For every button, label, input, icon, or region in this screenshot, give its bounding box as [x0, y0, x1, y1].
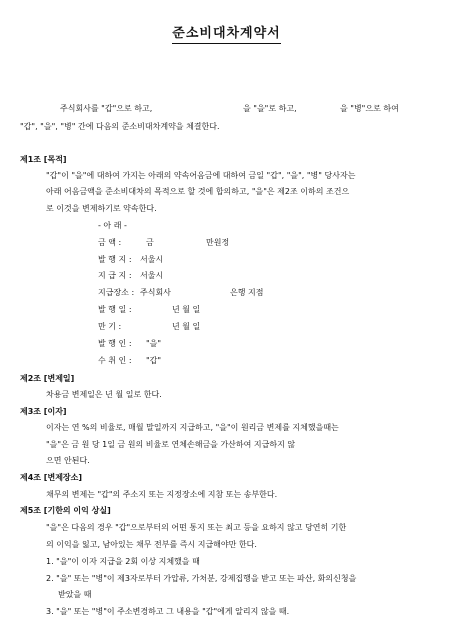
item-label: 발 행 일 :: [98, 305, 132, 314]
item-label: 지급장소 :: [98, 288, 135, 297]
item-label: 금 액 :: [98, 238, 122, 247]
article5-heading: 제5조 [기한의 이익 상실]: [20, 506, 111, 515]
item-value: "을": [146, 339, 162, 348]
article3-line: "을"은 금 원 당 1일 금 원의 비율로 연체손해금을 가산하여 지급하지 않: [46, 440, 296, 449]
item-value: "갑": [146, 356, 162, 365]
document-title: [0, 22, 453, 41]
article5-list-item: 받았을 때: [58, 590, 92, 599]
article2-heading: 제2조 [변제일]: [20, 374, 75, 383]
article2-line: 차용금 변제일은 년 월 일로 한다.: [46, 390, 162, 399]
article5-line: "을"은 다음의 경우 "갑"으로부터의 어떤 통지 또는 최고 등을 요하지 않고 당연히 기한: [46, 523, 347, 532]
article4-line: 채무의 변제는 "갑"의 주소지 또는 지정장소에 지참 또는 송부한다.: [46, 490, 278, 499]
item-label: 지 급 지 :: [98, 271, 132, 280]
item-label: 수 취 인 :: [98, 356, 132, 365]
article5-list-item: 3. "을" 또는 "병"이 주소변경하고 그 내용을 "갑"에게 알리지 않을 때.: [46, 607, 290, 616]
intro-party-c: 을 "병"으로 하여: [340, 104, 399, 113]
article5-line: 의 이익을 잃고, 남아있는 채무 전부를 즉시 지급해야만 한다.: [46, 540, 257, 549]
intro-conclusion: "갑", "을", "병" 간에 다음의 준소비대차계약을 체결한다.: [20, 122, 220, 131]
item-label: 발 행 인 :: [98, 339, 132, 348]
article1-heading: 제1조 [목적]: [20, 155, 67, 164]
item-value: 서울시: [140, 271, 164, 280]
item-label: 발 행 지 :: [98, 255, 132, 264]
item-extra: 은행 지점: [230, 288, 264, 297]
article5-list-item: 1. "을"이 이자 지급을 2회 이상 지체했을 때: [46, 557, 200, 566]
article3-heading: 제3조 [이자]: [20, 407, 67, 416]
item-extra: 년 월 일: [172, 305, 201, 314]
article1-line: 아래 어음금액을 준소비대차의 목적으로 할 것에 합의하고, "을"은 제2조 이하의 조건으: [46, 187, 350, 196]
intro-party-b: 을 "을"로 하고,: [243, 104, 297, 113]
item-value: 주식회사: [140, 288, 171, 297]
article3-line: 이자는 연 %의 비율로, 매월 말일까지 지급하고, "을"이 원리금 변제를 지체했을때는: [46, 423, 339, 432]
article1-line: 로 이것을 변제하기로 약속한다.: [46, 204, 157, 213]
item-label: 만 기 :: [98, 322, 122, 331]
article1-line: "갑"이 "을"에 대하여 가지는 아래의 약속어음금에 대하여 금일 "갑", "을", "병" 당사자는: [46, 171, 356, 180]
item-value: 서울시: [140, 255, 164, 264]
article4-heading: 제4조 [변제장소]: [20, 473, 83, 482]
article3-line: 으면 안된다.: [46, 456, 90, 465]
intro-party-a: 주식회사를 "갑"으로 하고,: [60, 104, 153, 113]
item-value: 금: [146, 238, 154, 247]
item-extra: 만원정: [206, 238, 230, 247]
title-text: 준소비대차계약서: [172, 26, 280, 44]
item-extra: 년 월 일: [172, 322, 201, 331]
article5-list-item: 2. "을" 또는 "병"이 제3자로부터 가압류, 가처분, 강제집행을 받고 또는 파산, 화의신청을: [46, 574, 357, 583]
article1-below-label: - 아 래 -: [98, 221, 127, 230]
